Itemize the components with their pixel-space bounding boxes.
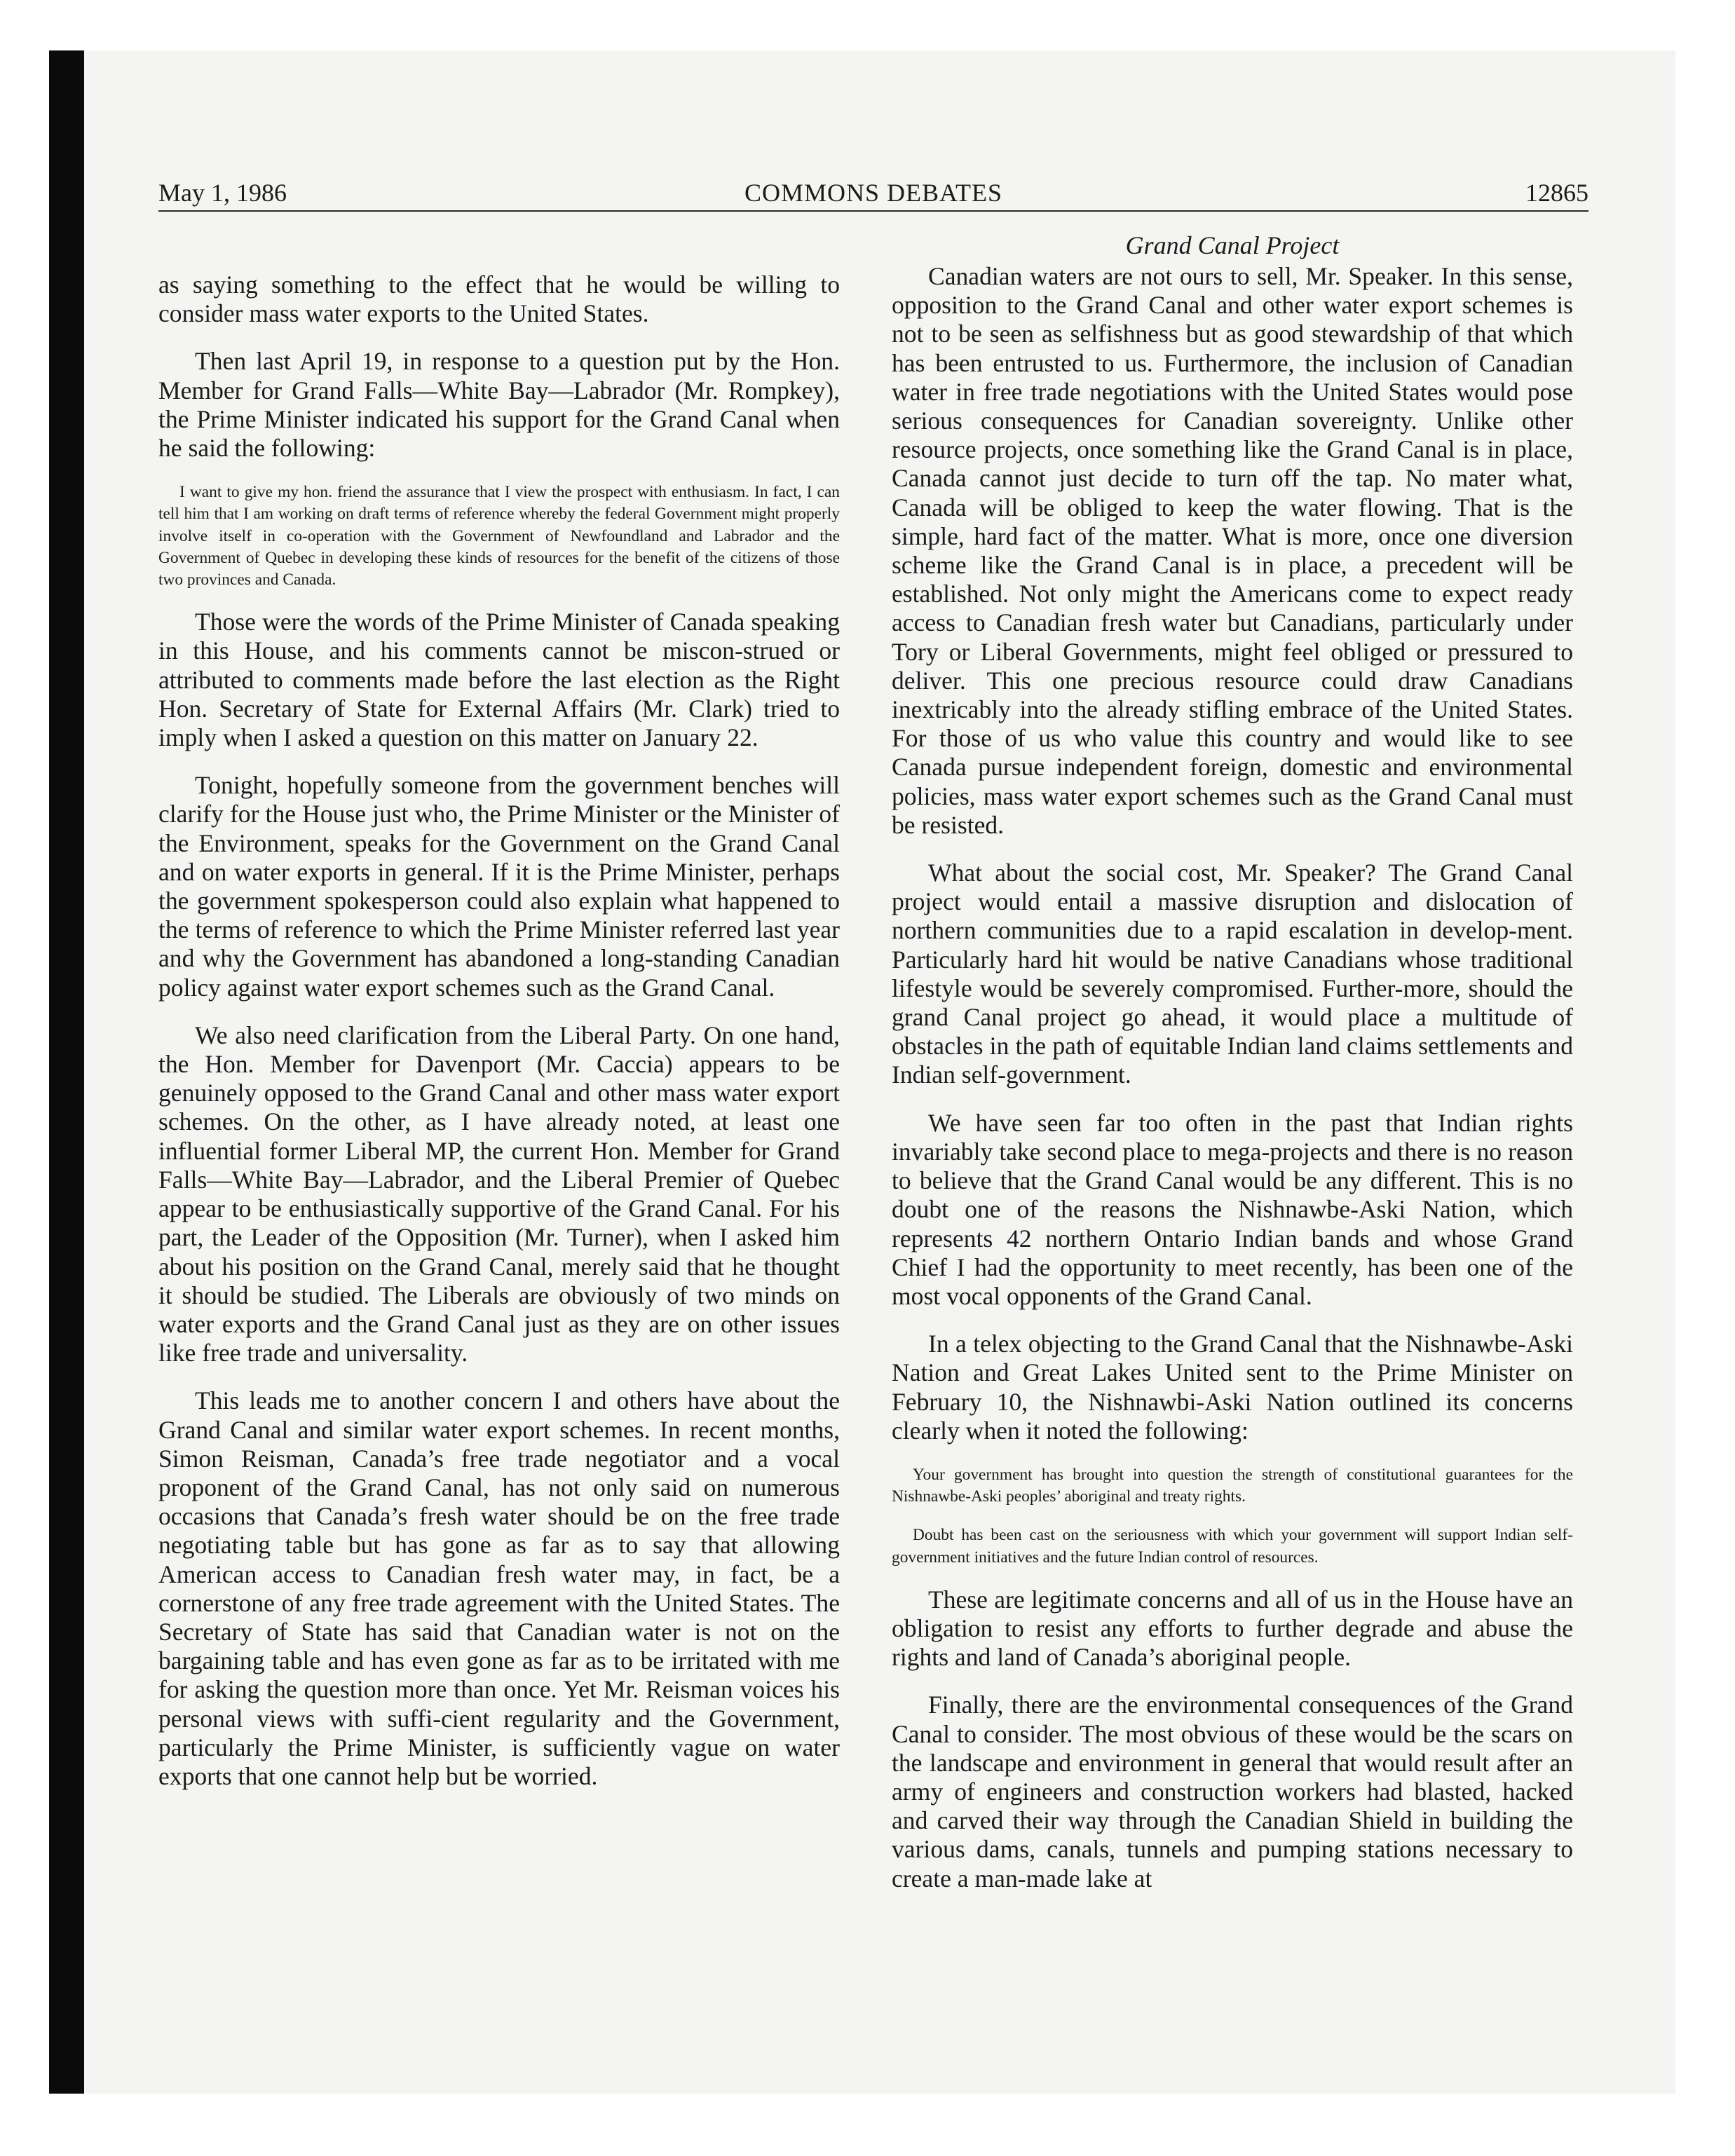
paragraph: What about the social cost, Mr. Speaker? The Grand Canal project would entail a massive disruption and dislocation of northern communities due to a rapid escalation in develop-ment. Particularly hard hit would be native Canadians whose traditional lifestyle would be severely compromised. Further-more, should the grand Canal project go ahead, it would place a multitude of obstacles in the path of equitable Indian land claims settlements and Indian self-government. — [892, 859, 1573, 1089]
scan-border — [49, 50, 84, 2094]
header-page-number: 12865 — [1525, 179, 1588, 207]
paragraph: Tonight, hopefully someone from the government benches will clarify for the House just who, the Prime Minister or the Minister of the Environment, speaks for the Government on the Grand Canal and on water exports in general. If it is the Prime Minister, perhaps the government spokesperson could also explain what happened to the terms of reference to which the Prime Minister referred last year and why the Government has abandoned a long-standing Canadian policy against water export schemes such as the Grand Canal. — [158, 771, 840, 1002]
block-quote: Your government has brought into question the strength of constitutional guarantees for the Nishnawbe-Aski peoples’ aboriginal and treaty rights. — [892, 1465, 1573, 1506]
page-header — [158, 174, 1588, 212]
paragraph: Those were the words of the Prime Minister of Canada speaking in this House, and his comments cannot be miscon-strued or attributed to comments made before the last election as the Right Hon. Secretary of State for External Affairs (Mr. Clark) tried to imply when I asked a question on this matter on January 22. — [158, 608, 840, 752]
block-quote: Doubt has been cast on the seriousness with which your government will support Indian self-government initiatives and the future Indian control of resources. — [892, 1526, 1573, 1567]
paragraph: These are legitimate concerns and all of us in the House have an obligation to resist any efforts to further degrade and abuse the rights and land of Canada’s aboriginal people. — [892, 1585, 1573, 1672]
section-title: Grand Canal Project — [1125, 231, 1340, 259]
paragraph: In a telex objecting to the Grand Canal that the Nishnawbe-Aski Nation and Great Lakes United sent to the Prime Minister on February 10, the Nishnawbi-Aski Nation outlined its concerns clearly when it noted the following: — [892, 1330, 1573, 1445]
paragraph: We also need clarification from the Liberal Party. On one hand, the Hon. Member for Davenport (Mr. Caccia) appears to be genuinely opposed to the Grand Canal and other mass water export schemes. On the other, as I have already noted, at least one influential former Liberal MP, the current Hon. Member for Grand Falls—White Bay—Labrador, and the Liberal Premier of Quebec appear to be enthusiastically supportive of the Grand Canal. For his part, the Leader of the Opposition (Mr. Turner), when I asked him about his position on the Grand Canal, merely said that he thought it should be studied. The Liberals are obviously of two minds on water exports and the Grand Canal just as they are on other issues like free trade and universality. — [158, 1021, 840, 1367]
right-column — [892, 210, 1573, 1912]
paragraph: Canadian waters are not ours to sell, Mr. Speaker. In this sense, opposition to the Grand Canal and other water export schemes is not to be seen as selfishness but as good stewardship of that which has been entrusted to us. Furthermore, the inclusion of Canadian water in free trade negotiations with the United States would pose serious consequences for Canadian sovereignty. Unlike other resource projects, once something like the Grand Canal is in place, Canada cannot just decide to turn off the tap. No mater what, Canada will be obliged to keep the water flowing. That is the simple, hard fact of the matter. What is more, once one diversion scheme like the Grand Canal is in place, a precedent will be established. Not only might the Americans come to expect ready access to Canadian fresh water but Canadians, particularly under Tory or Liberal Governments, might feel obliged or pressured to deliver. This one precious resource could draw Canadians inextricably into the already stifling embrace of the United States. For those of us who value this country and would like to see Canada pursue independent foreign, domestic and environmental policies, mass water export schemes such as the Grand Canal must be resisted. — [892, 262, 1573, 839]
header-date: May 1, 1986 — [158, 179, 287, 207]
paragraph: This leads me to another concern I and others have about the Grand Canal and similar water export schemes. In recent months, Simon Reisman, Canada’s free trade negotiator and a vocal proponent of the Grand Canal, has not only said on numerous occasions that Canada’s fresh water should be on the free trade negotiating table but has gone as far as to say that allowing American access to Canadian fresh water may, in fact, be a cornerstone of any free trade agreement with the United States. The Secretary of State has said that Canadian water is not on the bargaining table and has even gone as far as to be irritated with me for asking the question more than once. Yet Mr. Reisman voices his personal views with suffi-cient regularity and the Government, particularly the Prime Minister, is sufficiently vague on water exports that one cannot help but be worried. — [158, 1386, 840, 1790]
paragraph: Then last April 19, in response to a question put by the Hon. Member for Grand Falls—White Bay—Labrador (Mr. Rompkey), the Prime Minister indicated his support for the Grand Canal when he said the following: — [158, 347, 840, 463]
paragraph: We have seen far too often in the past that Indian rights invariably take second place to mega-projects and there is no reason to believe that the Grand Canal would be any different. This is no doubt one of the reasons the Nishnawbe-Aski Nation, which represents 42 northern Ontario Indian bands and whose Grand Chief I had the opportunity to meet recently, has been one of the most vocal opponents of the Grand Canal. — [892, 1108, 1573, 1310]
header-title: COMMONS DEBATES — [744, 179, 1003, 207]
paragraph: Finally, there are the environmental consequences of the Grand Canal to consider. The most obvious of these would be the scars on the landscape and environment in general that would result after an army of engineers and construction workers had blasted, hacked and carved their way through the Canadian Shield in building the various dams, canals, tunnels and pumping stations necessary to create a man-made lake at — [892, 1691, 1573, 1892]
paragraph: as saying something to the effect that he would be willing to consider mass water exports to the United States. — [158, 271, 840, 328]
block-quote: I want to give my hon. friend the assurance that I view the prospect with enthusiasm. In fact, I can tell him that I am working on draft terms of reference whereby the federal Government might properly involve itself in co-operation with the Government of Newfoundland and Labrador and the Government of Quebec in developing these kinds of resources for the benefit of the citizens of those two provinces and Canada. — [158, 483, 840, 589]
left-column — [158, 210, 840, 1810]
